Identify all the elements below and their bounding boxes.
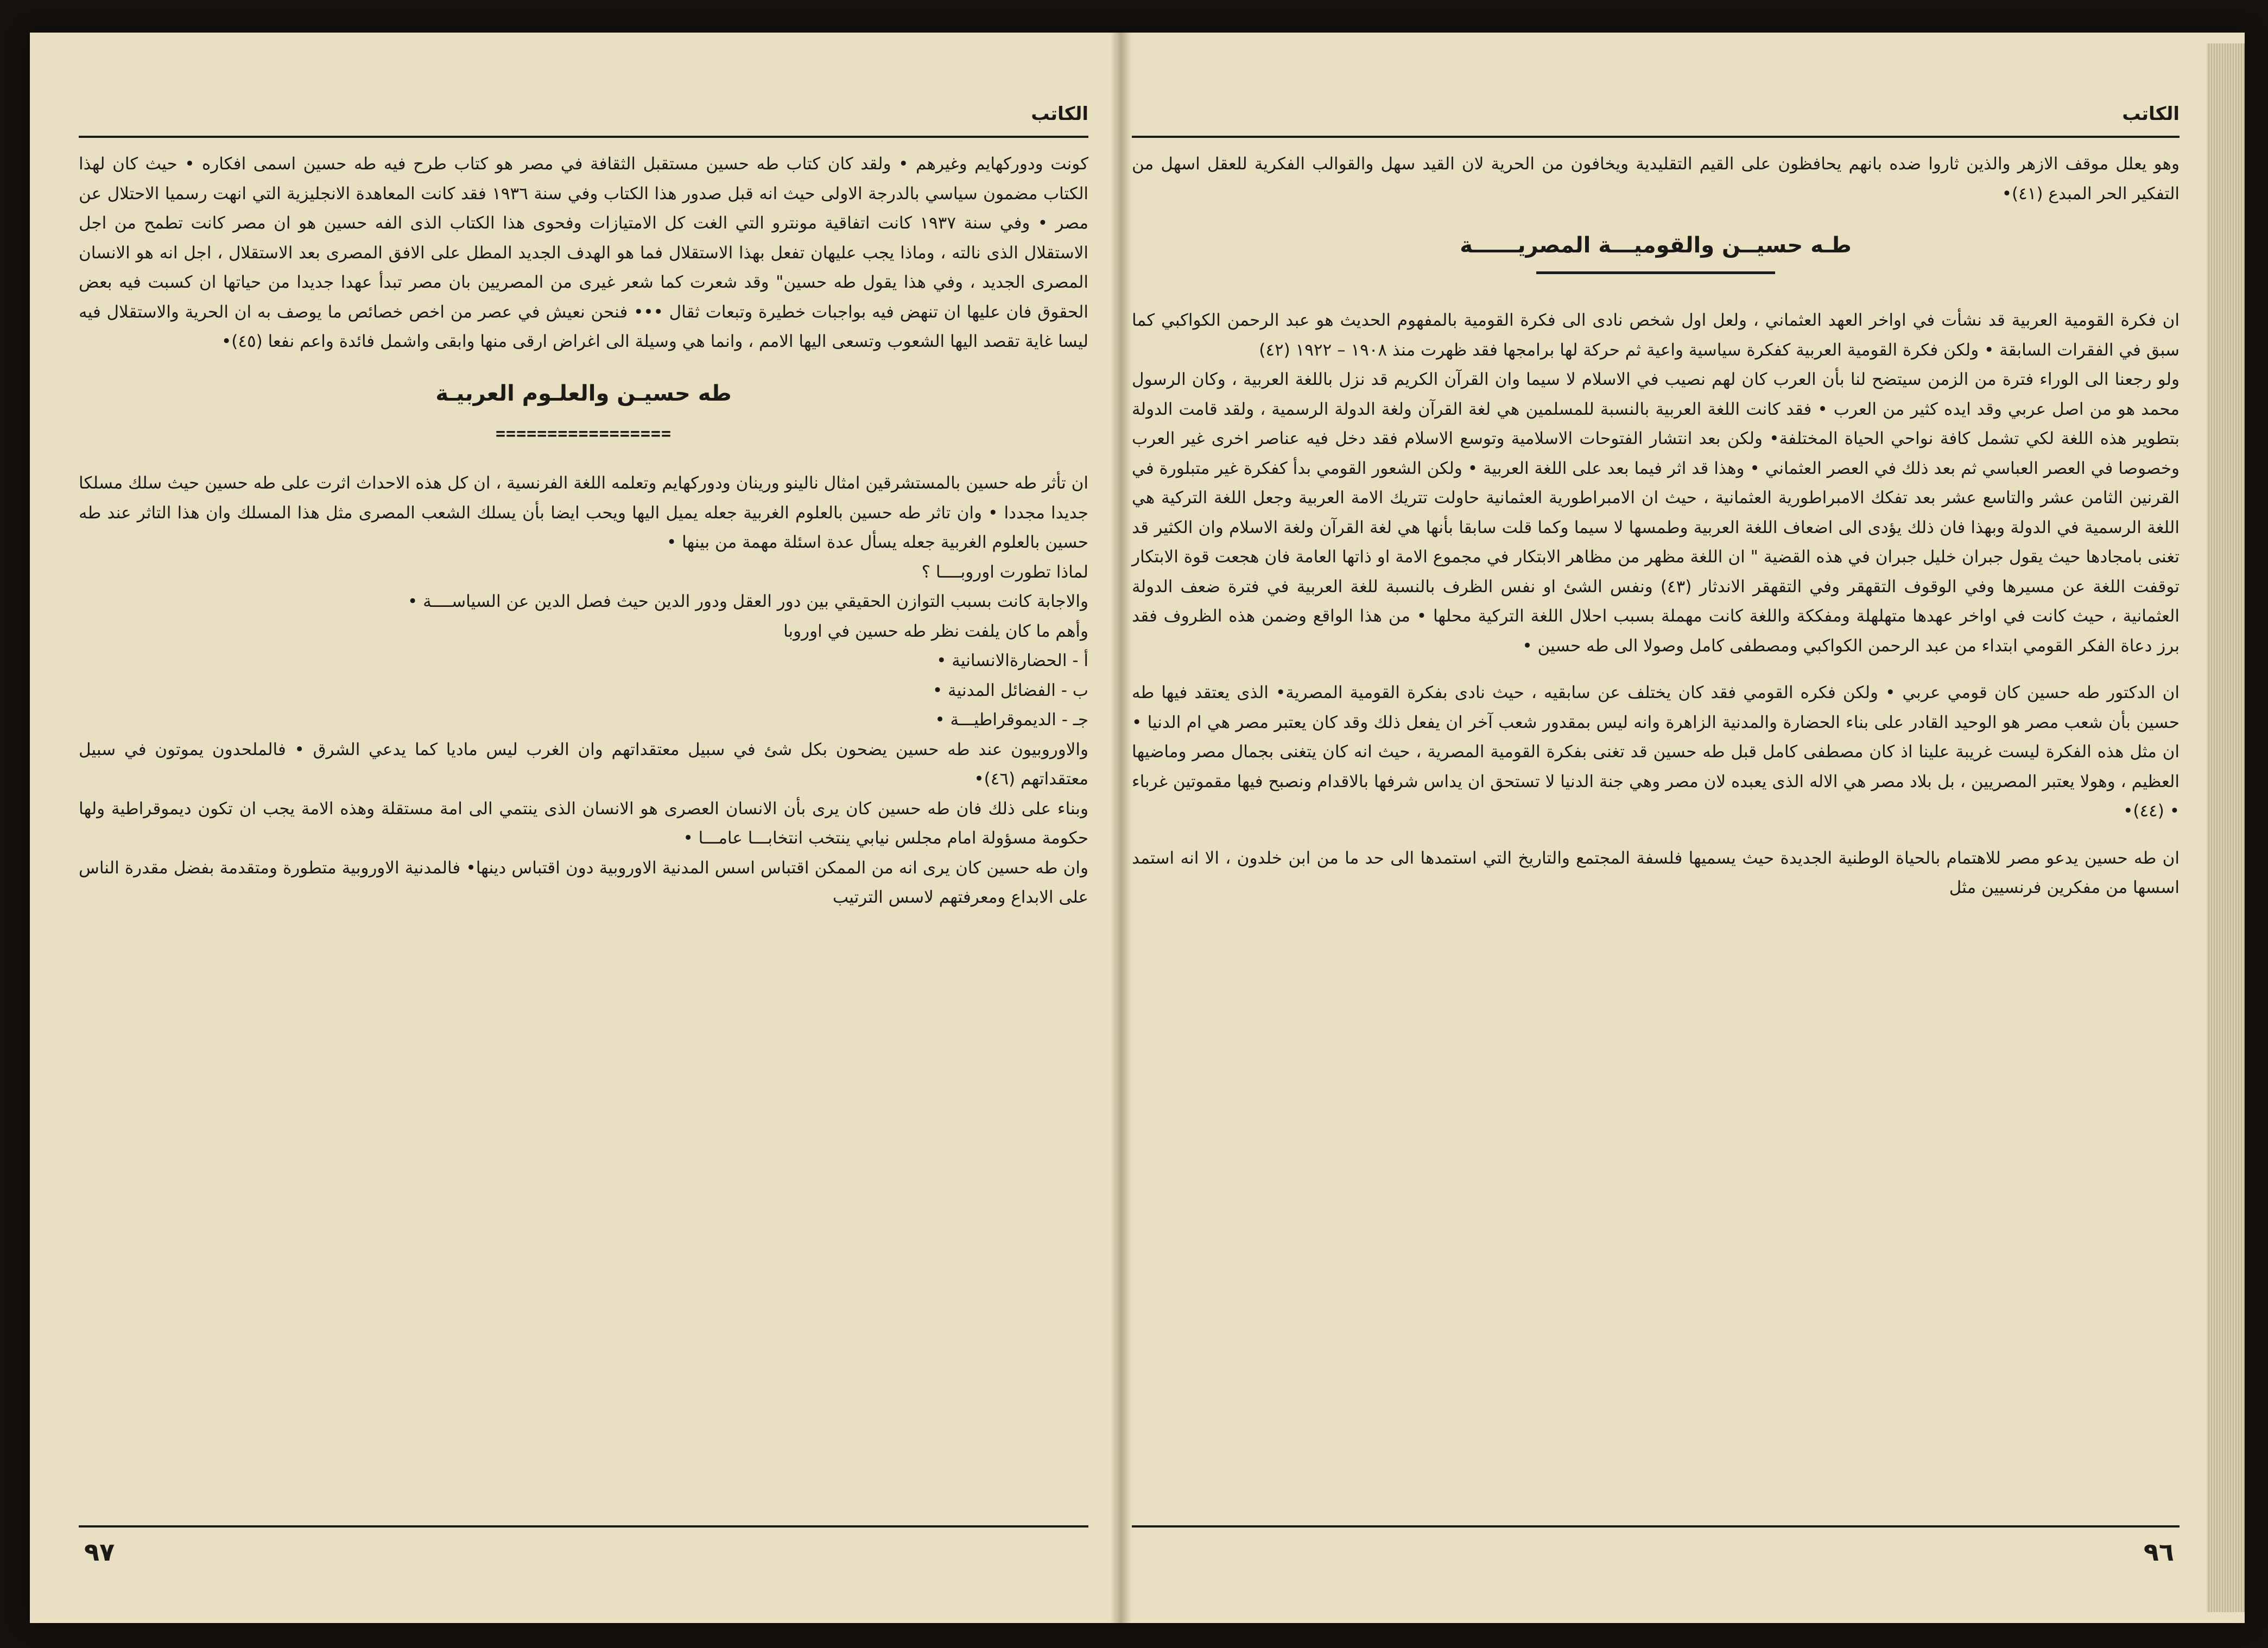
running-head: الكاتب: [1031, 103, 1088, 125]
header-rule: [1132, 136, 2180, 138]
list-item: أ - الحضارةالانسانية •: [936, 651, 1088, 670]
list-intro: وأهم ما كان يلفت نظر طه حسين في اوروبا: [783, 621, 1088, 641]
paragraph: ان طه حسين يدعو مصر للاهتمام بالحياة الوطنية الجديدة حيث يسميها فلسفة المجتمع والتاريخ التي استمدها الى حد ما من ابن خلدون ، الا انه استمد اسسها من مفكرين فرنسيين مثل: [1132, 848, 2180, 897]
section-heading: طه حسيـن والعلـوم العربيـة: [435, 381, 732, 406]
footer-rule: [79, 1525, 1088, 1527]
list-item: جـ - الديموقراطيـــة •: [935, 710, 1088, 730]
footer-rule: [1132, 1525, 2180, 1527]
paragraph: ولو رجعنا الى الوراء فترة من الزمن سيتضح لنا بأن العرب كان لهم نصيب في الاسلام لا سيما وان القرآن الكريم قد نزل باللغة العربية ، وكان الرسول محمد هو من اصل عربي وقد ايده كثير من العرب • فقد كانت اللغة العربية بالنسبة للمسلمين هي لغة القرآن ولغة الدولة الرسمية ، ولقد قامت الدولة بتطوير هذه اللغة لكي تشمل كافة نواحي الحياة المختلفة• ولكن بعد انتشار الفتوحات الاسلامية وتوسع الاسلام فقد دخل فيه عناصر اخرى غير العرب وخصوصا في العصر العباسي ثم بعد ذلك في العصر العثماني • وهذا قد اثر فيما بعد على اللغة العربية • ولكن الشعور القومي بدأ كفكرة غير متبلورة في القرنين الثامن عشر والتاسع عشر بعد تفكك الامبراطورية العثمانية ، حيث ان الامبراطورية العثمانية حاولت تتريك الامة العربية وجعل اللغة التركية هي اللغة الرسمية في الدولة وبهذا فان ذلك يؤدى الى اضعاف اللغة العربية وطمسها لا سيما وكما قلت سابقا بأنها هي لغة القرآن ولغة الاسلام وان الكثير قد تغنى بامجادها حيث يقول جبران خليل جبران في هذه القضية " ان اللغة مظهر من مظاهر الابتكار في مجموع الامة او ذاتها العامة فان هجعت قوة الابتكار توقفت اللغة عن مسيرها وفي الوقوف التقهقر وفي التقهقر الاندثار (٤٣) ونفس الشئ او نفس الظرف بالنسبة للغة العربية في فترة ضعف الدولة العثمانية ، حيث كانت في اواخر عهدها متهلهلة ومفككة واللغة كانت مهملة بسبب احلال اللغة التركية محلها • من هذا الواقع وضمن هذه الظروف فقد برز دعاة الفكر القومي ابتداء من عبد الرحمن الكواكبي ومصطفى كامل وصولا الى طه حسين •: [1132, 370, 2180, 656]
header-rule: [79, 136, 1088, 138]
section-heading: طـه حسيــن والقوميـــة المصريــــــة: [1460, 233, 1852, 258]
left-page-text: [79, 149, 1088, 912]
paragraph: ان فكرة القومية العربية قد نشأت في اواخر العهد العثماني ، ولعل اول شخص نادى الى فكرة القومية بالمفهوم الحديث هو عبد الرحمن الكواكبي كما سبق في الفقرات السابقة • ولكن فكرة القومية العربية كفكرة سياسية واعية ثم حركة لها برامجها فقد ظهرت منذ ١٩٠٨ – ١٩٢٢ (٤٢): [1132, 310, 2180, 360]
paragraph: وهو يعلل موقف الازهر والذين ثاروا ضده بانهم يحافظون على القيم التقليدية ويخافون من الحرية لان القيد سهل والقوالب الفكرية للعقل اسهل من التفكير الحر المبدع (٤١)•: [1132, 154, 2180, 204]
list-item: ب - الفضائل المدنية •: [932, 680, 1088, 700]
paragraph: وبناء على ذلك فان طه حسين كان يرى بأن الانسان العصرى هو الانسان الذى ينتمي الى امة مستقلة وهذه الامة يجب ان تكون ديموقراطية ولها حكومة مسؤولة امام مجلس نيابي ينتخب انتخابـــا عامـــا •: [79, 798, 1088, 848]
paragraph: والاوروبيون عند طه حسين يضحون بكل شئ في سبيل معتقداتهم وان الغرب ليس ماديا كما يدعي الشرق • فالملحدون يموتون في سبيل معتقداتهم (٤٦)•: [79, 739, 1088, 789]
paragraph: ان تأثر طه حسين بالمستشرقين امثال نالينو ورينان ودوركهايم وتعلمه اللغة الفرنسية ، ان كل هذه الاحداث اثرت على طه حسين حيث سلك مسلكا جديدا مجددا • وان تاثر طه حسين بالعلوم الغربية جعله يميل اليها ويحب ايضا بأن يسلك الشعب المصرى مثل هذا المسلك وان هذا التاثر عند طه حسين بالعلوم الغربية جعله يسأل عدة اسئلة مهمة من بينها •: [79, 473, 1088, 552]
paragraph: ان الدكتور طه حسين كان قومي عربي • ولكن فكره القومي فقد كان يختلف عن سابقيه ، حيث نادى بفكرة القومية المصرية• الذى يعتقد فيها طه حسين بأن شعب مصر هو الوحيد القادر على بناء الحضارة والمدنية الزاهرة وانه ليس بمقدور شعب آخر ان يفعل ذلك وقد كان يعتبر مصر هي ام الدنيا • ان مثل هذه الفكرة ليست غريبة علينا اذ كان مصطفى كامل قبل طه حسين قد تغنى بفكرة القومية المصرية ، حيث انه كان يتغنى بجمال مصر وماضيها العظيم ، وهولا يعتبر المصريين ، بل بلاد مصر هي الاله الذى يعبده لان مصر وهي جنة الدنيا لا تستحق ان يداس شرفها بالاقدام ونصبح فيها مقموتين غرباء • (٤٤)•: [1132, 683, 2180, 821]
book-gutter: [1110, 33, 1132, 1623]
question-line: لماذا تطورت اوروبــــا ؟: [921, 562, 1088, 582]
paragraph: والاجابة كانت بسبب التوازن الحقيقي بين دور العقل ودور الدين حيث فصل الدين عن السياســــة •: [408, 592, 1088, 611]
heading-underline: [1536, 271, 1775, 274]
right-page: [1132, 33, 2180, 1623]
page-number: ٩٦: [2143, 1537, 2174, 1567]
heading-ornament: =================: [495, 424, 672, 443]
page-edges: [2207, 43, 2245, 1612]
paragraph: وان طه حسين كان يرى انه من الممكن اقتباس اسس المدنية الاوروبية دون اقتباس دينها• فالمدنية الاوروبية متطورة ومتقدمة بفضل مقدرة الناس على الابداع ومعرفتهم لاسس الترتيب: [79, 858, 1088, 907]
page-number: ٩٧: [84, 1537, 115, 1567]
left-page: [79, 33, 1088, 1623]
book-spread: [30, 33, 2245, 1623]
running-head: الكاتب: [2122, 103, 2180, 125]
right-page-text: [1132, 149, 2180, 903]
paragraph: كونت ودوركهايم وغيرهم • ولقد كان كتاب طه حسين مستقبل الثقافة في مصر هو كتاب طرح فيه طه حسين اسمى افكاره • حيث كان لهذا الكتاب مضمون سياسي بالدرجة الاولى حيث انه قبل صدور هذا الكتاب وفي سنة ١٩٣٦ فقد كانت المعاهدة الانجليزية التي انهت رسميا الاحتلال عن مصر • وفي سنة ١٩٣٧ كانت اتفاقية مونترو التي الغت كل الامتيازات وفحوى هذا الكتاب الذى الفه حسين هو ان مصر كانت تطمح من اجل الاستقلال الذى نالته ، وماذا يجب عليهان تفعل بهذا الاستقلال فما هو الهدف الجديد المطل على الافق المصرى بعد الاستقلال ، اجل انه هو الانسان المصرى الجديد ، وفي هذا يقول طه حسين" وقد شعرت كما شعر غيرى من المصريين بان مصر تبدأ عهدا جديدا من حياتها ان كسبت فيه بعض الحقوق فان عليها ان تنهض فيه بواجبات خطيرة وتبعات ثقال ••• فنحن نعيش في عصر من اخص خصائص ما يوصف به ان الحرية والاستقلال فيه ليسا غاية تقصد اليها الشعوب وتسعى اليها الامم ، وانما هي وسيلة الى اغراض ارقى منها وابقى واشمل فائدة واعم نفعا (٤٥)•: [79, 154, 1089, 351]
